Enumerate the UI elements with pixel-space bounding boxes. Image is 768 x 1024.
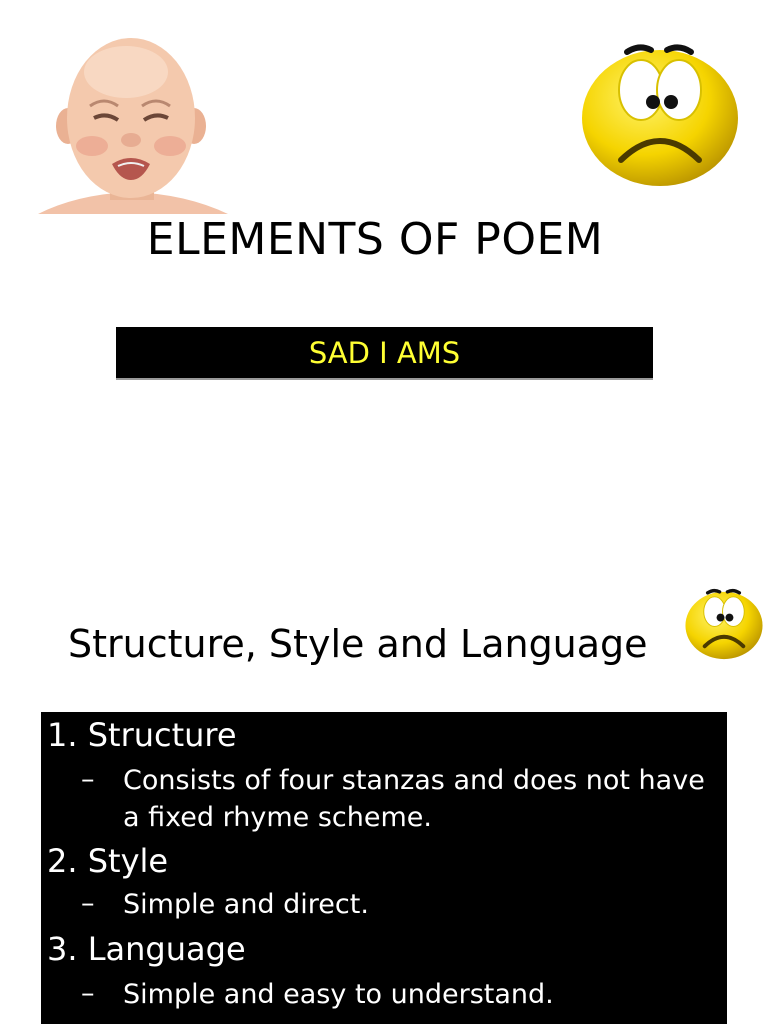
list-item-detail: Simple and direct. — [123, 889, 369, 920]
list-item-bullet: – — [81, 764, 95, 795]
list-item-heading: 2. Style — [47, 842, 169, 880]
slide2-title: Structure, Style and Language — [68, 622, 648, 666]
sad-face-emoji-icon — [575, 38, 745, 188]
list-item-detail: Simple and easy to understand. — [123, 979, 554, 1010]
slide-content — [0, 575, 768, 1024]
list-item-detail: Consists of four stanzas and does not have a fixed rhyme scheme. — [123, 765, 705, 833]
list-item-heading: 1. Structure — [47, 716, 237, 754]
list-item-bullet: – — [81, 888, 95, 919]
sad-face-emoji-small-icon — [682, 585, 766, 661]
list-item-bullet: – — [81, 978, 95, 1009]
slide-title-text: ELEMENTS OF POEM — [146, 214, 604, 265]
crying-baby-photo — [18, 14, 246, 214]
list-item-heading: 3. Language — [47, 930, 246, 968]
subtitle-box — [116, 327, 653, 380]
content-list-box — [41, 712, 727, 1024]
subtitle-text: SAD I AMS — [308, 335, 461, 370]
